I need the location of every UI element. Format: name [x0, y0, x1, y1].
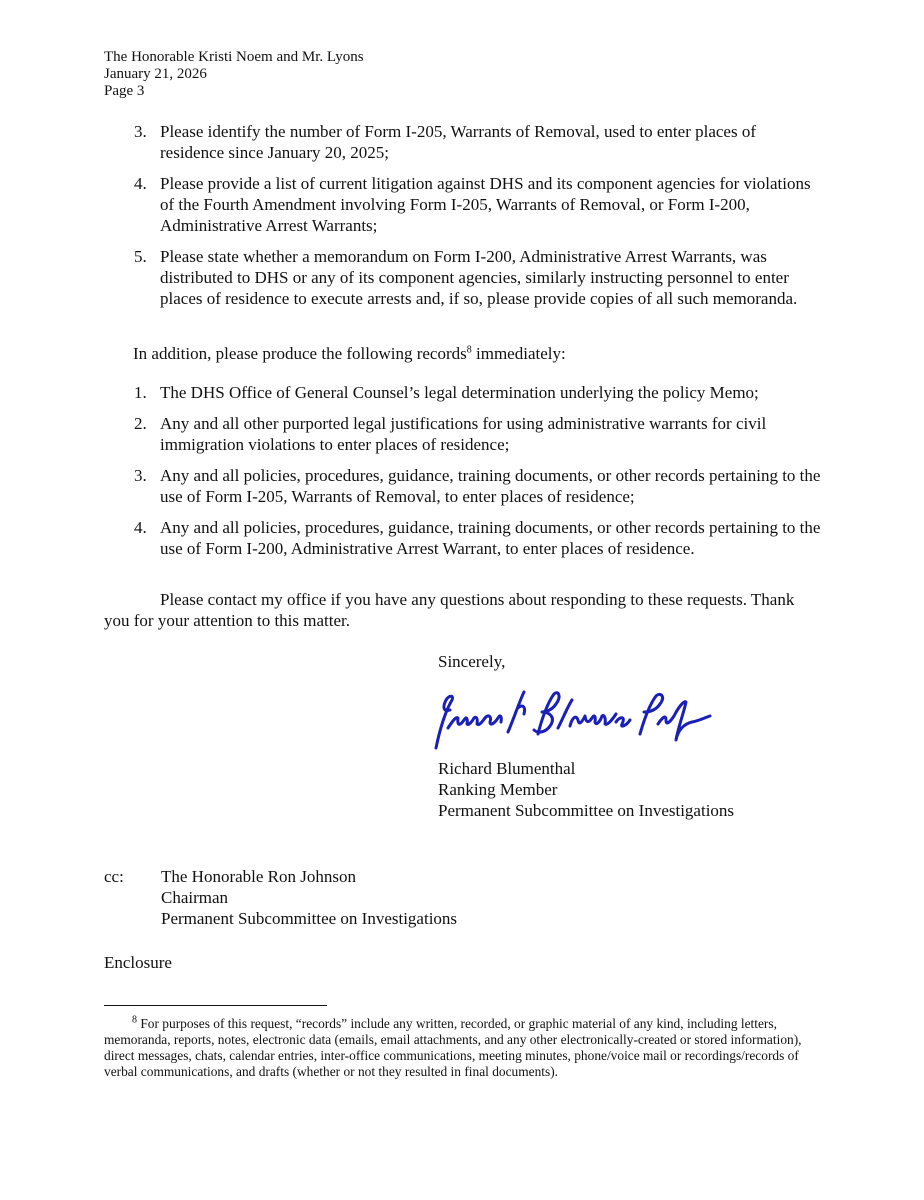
page-header [104, 49, 364, 100]
list-item: 5. Please state whether a memorandum on Form I-200, Administrative Arrest Warrants, was distributed to DHS or any of its component agencies, similarly instructing personnel to enter places of residence to execute arrests and, if so, please provide copies of all such memoranda. [134, 247, 798, 308]
header-date: January 21, 2026 [104, 66, 207, 82]
list-item: 4. Any and all policies, procedures, guidance, training documents, or other records pertaining to the use of Form I-200, Administrative Arrest Warrant, to enter places of residence. [134, 518, 821, 558]
footnote-number: 8 [132, 1014, 137, 1026]
closing-paragraph: Please contact my office if you have any questions about responding to these requests. Thank you for your attention to this matter. [104, 590, 795, 630]
cc-committee: Permanent Subcommittee on Investigations [161, 909, 458, 928]
footnote-text: For purposes of this request, “records” include any written, recorded, or graphic material of any kind, including letters, memoranda, reports, notes, electronic data (emails, email attachments, and any other electronically-created or stored information), direct messages, chats, calendar entries, inter-office communications, meeting minutes, phone/voice mail or recordings/records of verbal communications, and drafts (whether or not they resulted in final documents). [104, 1016, 802, 1079]
list-item: 4. Please provide a list of current litigation against DHS and its component agencies for violations of the Fourth Amendment involving Form I-205, Warrants of Removal, or Form I-200, Administrative Arrest Warrants; [134, 174, 811, 235]
question-list [104, 121, 824, 309]
list-item: 3. Any and all policies, procedures, guidance, training documents, or other records pertaining to the use of Form I-205, Warrants of Removal, to enter places of residence; [134, 466, 821, 506]
signoff: Sincerely, [438, 652, 506, 671]
footnote [104, 1016, 824, 1080]
list-item: 3. Please identify the number of Form I-205, Warrants of Removal, used to enter places of residence since January 20, 2025; [134, 122, 756, 162]
list-item: 2. Any and all other purported legal justifications for using administrative warrants for civil immigration violations to enter places of residence; [134, 414, 767, 454]
cc-label: cc: [104, 867, 124, 886]
list-item: 1. The DHS Office of General Counsel’s legal determination underlying the policy Memo; [134, 383, 759, 402]
header-page-number: Page 3 [104, 83, 145, 99]
signer-committee: Permanent Subcommittee on Investigations [438, 801, 735, 820]
cc-title: Chairman [161, 888, 229, 907]
signer-title: Ranking Member [438, 780, 558, 799]
records-intro: In addition, please produce the following records$^8$ immediately: [133, 344, 566, 363]
footnote-ref: 8 [466, 344, 472, 356]
signature-image [430, 688, 730, 758]
footnote-divider [104, 1005, 327, 1006]
signer-name: Richard Blumenthal [438, 759, 576, 778]
enclosure: Enclosure [104, 953, 172, 972]
records-list [104, 382, 824, 559]
cc-name: The Honorable Ron Johnson [161, 867, 357, 886]
signer-block [438, 758, 734, 821]
header-addressee: The Honorable Kristi Noem and Mr. Lyons [104, 49, 364, 65]
